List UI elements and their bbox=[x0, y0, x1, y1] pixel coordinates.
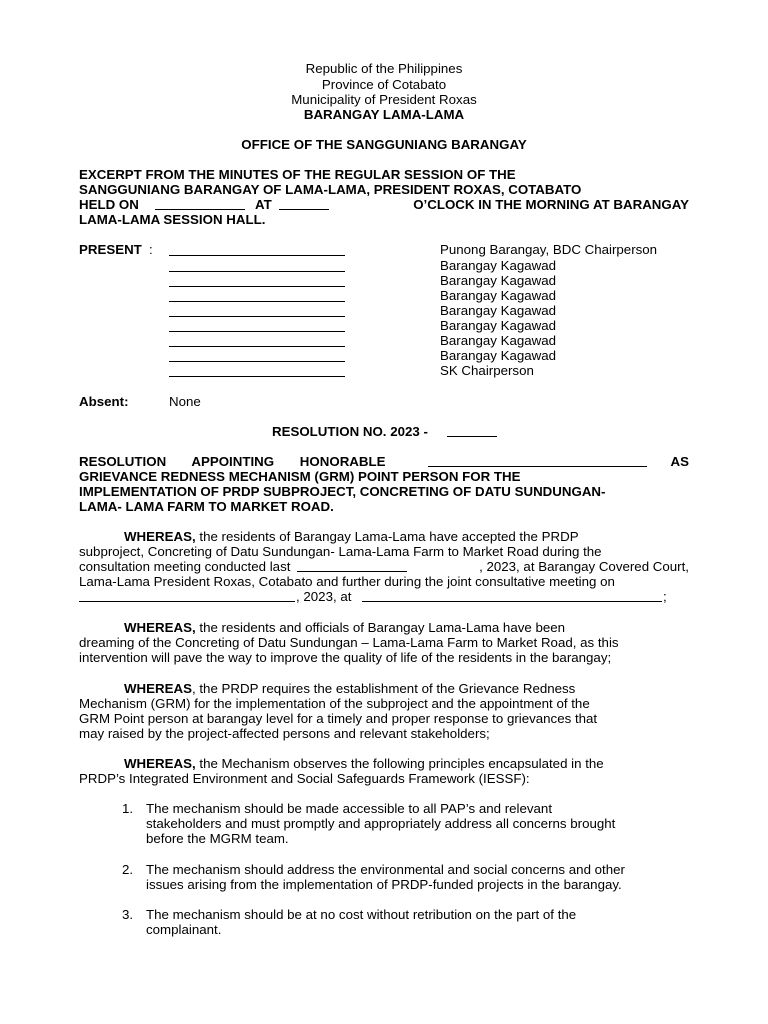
consultation-date-blank[interactable] bbox=[297, 560, 407, 572]
whereas-3-line-4: may raised by the project-affected persons and relevant stakeholders; bbox=[79, 726, 490, 741]
principle-line: The mechanism should be made accessible to all PAP’s and relevant bbox=[146, 801, 553, 816]
whereas-1-text: the residents of Barangay Lama-Lama have accepted the PRDP bbox=[199, 529, 579, 544]
principle-line: The mechanism should address the environmental and social concerns and other bbox=[146, 862, 625, 877]
whereas-lead: WHEREAS bbox=[124, 681, 192, 696]
whereas-4-line-2: PRDP’s Integrated Environment and Social Safeguards Framework (IESSF): bbox=[79, 771, 530, 786]
principle-line: issues arising from the implementation of PRDP-funded projects in the barangay. bbox=[146, 877, 622, 892]
absent-value: None bbox=[169, 394, 201, 409]
present-role: Punong Barangay, BDC Chairperson bbox=[440, 242, 658, 257]
whereas-3-line-3: GRM Point person at barangay level for a timely and proper response to grievances that bbox=[79, 711, 598, 726]
excerpt-at: AT bbox=[255, 197, 272, 212]
present-name-blank[interactable] bbox=[169, 365, 345, 377]
session-date-blank[interactable] bbox=[155, 198, 245, 210]
whereas-1-line-3 bbox=[79, 559, 689, 574]
present-row bbox=[79, 258, 689, 273]
present-role: Barangay Kagawad bbox=[440, 348, 557, 363]
whereas-3-line-1 bbox=[79, 681, 689, 696]
present-name-blank[interactable] bbox=[169, 290, 345, 302]
present-row-1 bbox=[79, 242, 689, 257]
absent-label: Absent: bbox=[79, 394, 129, 409]
principle-number: 2. bbox=[122, 862, 134, 877]
principle-item bbox=[124, 801, 689, 847]
excerpt-held-on: HELD ON bbox=[79, 197, 139, 212]
whereas-lead: WHEREAS, bbox=[124, 529, 196, 544]
excerpt-oclock: O’CLOCK IN THE MORNING AT BARANGAY bbox=[413, 197, 689, 212]
title-line-3: IMPLEMENTATION OF PRDP SUBPROJECT, CONCRETING OF DATU SUNDUNGAN- bbox=[79, 484, 606, 499]
principle-item bbox=[124, 862, 689, 893]
present-label: PRESENT bbox=[79, 242, 142, 257]
joint-meeting-year-text: , 2023, at bbox=[296, 589, 352, 604]
present-role: Barangay Kagawad bbox=[440, 273, 557, 288]
resolution-number-blank[interactable] bbox=[447, 425, 497, 437]
whereas-2-line-3: intervention will pave the way to improve the quality of life of the residents in the barangay; bbox=[79, 650, 612, 665]
present-name-blank[interactable] bbox=[169, 275, 345, 287]
absent-row bbox=[79, 394, 689, 409]
excerpt-line-3 bbox=[79, 197, 689, 212]
present-role: SK Chairperson bbox=[440, 363, 534, 378]
present-row bbox=[79, 273, 689, 288]
excerpt-line-4: LAMA-LAMA SESSION HALL. bbox=[79, 212, 266, 227]
whereas-4-line-1 bbox=[79, 756, 689, 771]
header-municipality: Municipality of President Roxas bbox=[291, 92, 477, 107]
joint-meeting-date-blank[interactable] bbox=[79, 590, 295, 602]
header-republic: Republic of the Philippines bbox=[305, 61, 463, 76]
present-row bbox=[79, 318, 689, 333]
header-province: Province of Cotabato bbox=[321, 77, 447, 92]
resolution-number-label: RESOLUTION NO. 2023 - bbox=[272, 424, 428, 439]
consultation-venue-text: , 2023, at Barangay Covered Court, bbox=[479, 559, 689, 574]
whereas-3-text: , the PRDP requires the establishment of the Grievance Redness bbox=[191, 681, 576, 696]
principle-line: stakeholders and must promptly and appropriately address all concerns brought bbox=[146, 816, 616, 831]
principle-line: The mechanism should be at no cost without retribution on the part of the bbox=[146, 907, 577, 922]
present-name-blank[interactable] bbox=[169, 244, 345, 256]
principle-number: 3. bbox=[122, 907, 134, 922]
resolution-number bbox=[79, 424, 689, 439]
title-as: AS bbox=[670, 454, 689, 469]
whereas-1-line-4: Lama-Lama President Roxas, Cotabato and further during the joint consultative meeting on bbox=[79, 574, 615, 589]
excerpt-line-2: SANGGUNIANG BARANGAY OF LAMA-LAMA, PRESIDENT ROXAS, COTABATO bbox=[79, 182, 582, 197]
principle-line: before the MGRM team. bbox=[146, 831, 289, 846]
honorable-name-blank[interactable] bbox=[428, 455, 647, 467]
office-title: OFFICE OF THE SANGGUNIANG BARANGAY bbox=[241, 137, 527, 152]
whereas-lead: WHEREAS, bbox=[124, 620, 196, 635]
whereas-3-line-2: Mechanism (GRM) for the implementation of the subproject and the appointment of the bbox=[79, 696, 590, 711]
present-role: Barangay Kagawad bbox=[440, 288, 557, 303]
principle-item bbox=[124, 907, 689, 938]
whereas-4-text: the Mechanism observes the following principles encapsulated in the bbox=[199, 756, 604, 771]
present-name-blank[interactable] bbox=[169, 335, 345, 347]
present-row bbox=[79, 348, 689, 363]
session-time-blank[interactable] bbox=[279, 198, 329, 210]
principle-line: complainant. bbox=[146, 922, 222, 937]
header-barangay: BARANGAY LAMA-LAMA bbox=[303, 107, 465, 122]
whereas-1-end: ; bbox=[663, 589, 667, 604]
present-colon: : bbox=[149, 242, 153, 257]
excerpt-line-1: EXCERPT FROM THE MINUTES OF THE REGULAR SESSION OF THE bbox=[79, 167, 516, 182]
present-role: Barangay Kagawad bbox=[440, 333, 557, 348]
present-role: Barangay Kagawad bbox=[440, 318, 557, 333]
title-appointing: RESOLUTION APPOINTING HONORABLE bbox=[79, 454, 386, 469]
present-row bbox=[79, 363, 689, 378]
whereas-2-line-1 bbox=[79, 620, 689, 635]
whereas-1-line-1 bbox=[79, 529, 689, 544]
present-name-blank[interactable] bbox=[169, 350, 345, 362]
present-name-blank[interactable] bbox=[169, 305, 345, 317]
present-name-blank[interactable] bbox=[169, 260, 345, 272]
joint-meeting-venue-blank[interactable] bbox=[362, 590, 662, 602]
present-row bbox=[79, 333, 689, 348]
title-line-4: LAMA- LAMA FARM TO MARKET ROAD. bbox=[79, 499, 334, 514]
present-role: Barangay Kagawad bbox=[440, 258, 557, 273]
whereas-2-line-2: dreaming of the Concreting of Datu Sundungan – Lama-Lama Farm to Market Road, as this bbox=[79, 635, 619, 650]
present-row bbox=[79, 303, 689, 318]
title-line-2: GRIEVANCE REDNESS MECHANISM (GRM) POINT PERSON FOR THE bbox=[79, 469, 521, 484]
present-role: Barangay Kagawad bbox=[440, 303, 557, 318]
consultation-text: consultation meeting conducted last bbox=[79, 559, 291, 574]
whereas-1-line-2: subproject, Concreting of Datu Sundungan- Lama-Lama Farm to Market Road during the bbox=[79, 544, 602, 559]
whereas-2-text: the residents and officials of Barangay Lama-Lama have been bbox=[199, 620, 566, 635]
whereas-1-line-5 bbox=[79, 589, 689, 604]
principle-number: 1. bbox=[122, 801, 134, 816]
present-row bbox=[79, 288, 689, 303]
whereas-lead: WHEREAS, bbox=[124, 756, 196, 771]
present-name-blank[interactable] bbox=[169, 320, 345, 332]
title-line-1 bbox=[79, 454, 689, 469]
